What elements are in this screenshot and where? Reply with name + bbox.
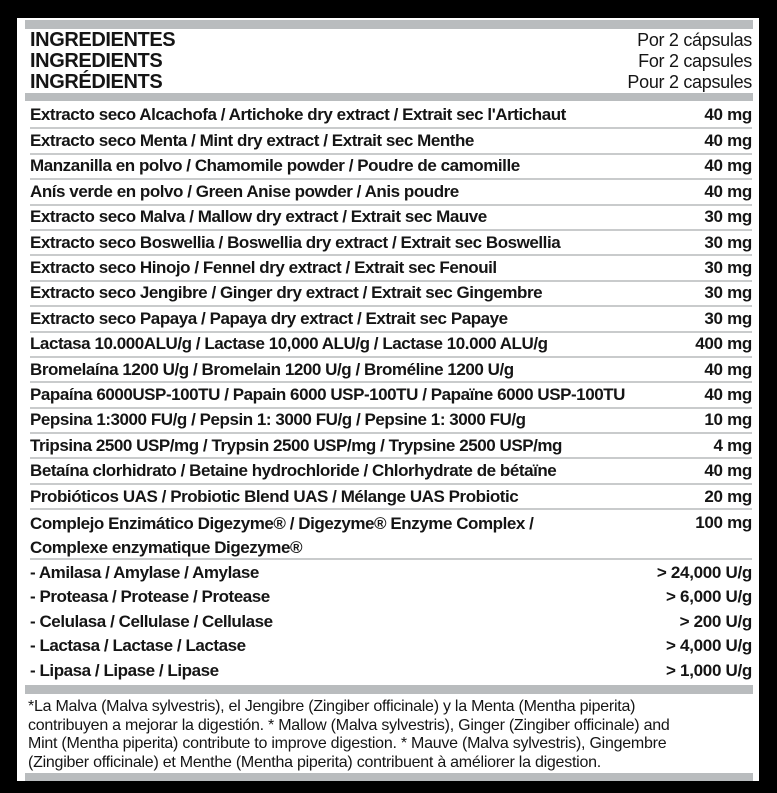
ingredient-name: Tripsina 2500 USP/mg / Trypsin 2500 USP/mg / Trypsine 2500 USP/mg	[30, 435, 562, 455]
ingredient-name: Extracto seco Hinojo / Fennel dry extract / Extrait sec Fenouil	[30, 258, 497, 278]
table-row	[30, 356, 752, 381]
table-row	[30, 305, 752, 330]
table-subrow	[30, 560, 752, 585]
table-subrow	[30, 634, 752, 659]
ingredient-name: Extracto seco Papaya / Papaya dry extract / Extrait sec Papaye	[30, 308, 508, 328]
ingredient-amount: 40 mg	[704, 461, 752, 481]
ingredient-amount: 10 mg	[704, 410, 752, 430]
table-row	[30, 280, 752, 305]
label-header	[30, 30, 752, 93]
ingredient-name: - Lactasa / Lactase / Lactase	[30, 636, 246, 656]
header-divider-bar	[25, 93, 753, 101]
ingredient-name: Bromelaína 1200 U/g / Bromelain 1200 U/g / Broméline 1200 U/g	[30, 359, 514, 379]
ingredient-name-line1: Complejo Enzimático Digezyme® / Digezyme® Enzyme Complex /	[30, 514, 534, 534]
ingredient-amount: 100 mg	[695, 513, 752, 533]
ingredient-amount: 40 mg	[704, 104, 752, 124]
header-titles	[30, 30, 175, 93]
ingredient-amount: 40 mg	[704, 131, 752, 151]
ingredient-amount: > 200 U/g	[679, 611, 752, 631]
table-row	[30, 204, 752, 229]
table-row	[30, 127, 752, 152]
ingredient-amount: 30 mg	[704, 258, 752, 278]
table-row	[30, 153, 752, 178]
ingredient-name: Extracto seco Boswellia / Boswellia dry extract / Extrait sec Boswellia	[30, 232, 561, 252]
footnote-line: *La Malva (Malva sylvestris), el Jengibre (Zingiber officinale) y la Menta (Mentha piperita)	[28, 698, 636, 716]
table-row	[30, 102, 752, 127]
title-es: INGREDIENTES	[30, 29, 176, 51]
ingredient-name: Betaína clorhidrato / Betaine hydrochloride / Chlorhydrate de bétaïne	[30, 461, 557, 481]
enzyme-sub-table	[30, 558, 752, 683]
ingredient-name: Extracto seco Menta / Mint dry extract / Extrait sec Menthe	[30, 131, 474, 151]
ingredient-name: - Proteasa / Protease / Protease	[30, 587, 270, 607]
serving-es: Por 2 cápsulas	[637, 30, 752, 50]
ingredient-name: Pepsina 1:3000 FU/g / Pepsin 1: 3000 FU/g / Pepsine 1: 3000 FU/g	[30, 410, 526, 430]
ingredient-amount: > 6,000 U/g	[666, 587, 752, 607]
ingredient-name-line2: Complexe enzymatique Digezyme®	[30, 538, 303, 558]
table-row	[30, 432, 752, 457]
table-row-enzyme-complex	[30, 508, 752, 558]
ingredient-name: - Celulasa / Cellulase / Cellulase	[30, 611, 273, 631]
serving-fr: Pour 2 capsules	[627, 72, 752, 92]
ingredient-name: - Lipasa / Lipase / Lipase	[30, 660, 219, 680]
ingredient-amount: 30 mg	[704, 207, 752, 227]
ingredient-amount: 40 mg	[704, 156, 752, 176]
ingredient-name	[30, 510, 533, 560]
footnote	[28, 698, 751, 772]
table-row	[30, 483, 752, 508]
ingredient-name: - Amilasa / Amylase / Amylase	[30, 562, 259, 582]
title-en: INGREDIENTS	[30, 50, 163, 72]
bottom-divider-bar	[25, 773, 753, 781]
ingredient-name: Extracto seco Malva / Mallow dry extract / Extrait sec Mauve	[30, 207, 487, 227]
serving-en: For 2 capsules	[638, 51, 752, 71]
table-row	[30, 229, 752, 254]
ingredient-amount: 40 mg	[704, 181, 752, 201]
ingredient-name: Probióticos UAS / Probiotic Blend UAS / Mélange UAS Probiotic	[30, 486, 519, 506]
table-subrow	[30, 609, 752, 634]
ingredient-amount: 40 mg	[704, 384, 752, 404]
table-row	[30, 331, 752, 356]
top-divider-bar	[25, 20, 753, 29]
ingredient-name: Extracto seco Alcachofa / Artichoke dry extract / Extrait sec l'Artichaut	[30, 104, 566, 124]
footnote-line: Mint (Mentha piperita) contribute to improve digestion. * Mauve (Malva sylvestris), Gingembre	[28, 735, 667, 753]
ingredient-name: Anís verde en polvo / Green Anise powder / Anis poudre	[30, 181, 459, 201]
ingredient-amount: > 4,000 U/g	[666, 636, 752, 656]
ingredient-name: Papaína 6000USP-100TU / Papain 6000 USP-100TU / Papaïne 6000 USP-100TU	[30, 384, 625, 404]
ingredient-name: Lactasa 10.000ALU/g / Lactase 10,000 ALU/g / Lactase 10.000 ALU/g	[30, 334, 548, 354]
ingredient-table	[30, 102, 752, 683]
footer-divider-bar	[25, 685, 753, 694]
ingredient-amount: 20 mg	[704, 486, 752, 506]
ingredient-amount: 400 mg	[695, 334, 752, 354]
ingredient-amount: > 24,000 U/g	[656, 562, 752, 582]
ingredient-amount: 30 mg	[704, 232, 752, 252]
ingredient-name: Manzanilla en polvo / Chamomile powder / Poudre de camomille	[30, 156, 520, 176]
footnote-line: (Zingiber officinale) et Menthe (Mentha piperita) contribuent à améliorer la digestion.	[28, 753, 601, 771]
ingredient-amount: 30 mg	[704, 308, 752, 328]
footnote-line: contribuyen a mejorar la digestión. * Mallow (Malva sylvestris), Ginger (Zingiber officinale) and	[28, 716, 670, 734]
table-row	[30, 457, 752, 482]
table-row	[30, 178, 752, 203]
table-subrow	[30, 659, 752, 684]
table-row	[30, 407, 752, 432]
header-servings	[627, 30, 752, 93]
ingredient-amount: 40 mg	[704, 359, 752, 379]
table-row	[30, 381, 752, 406]
table-subrow	[30, 585, 752, 610]
ingredient-amount: 30 mg	[704, 283, 752, 303]
ingredient-amount: 4 mg	[713, 435, 752, 455]
ingredient-amount: > 1,000 U/g	[666, 660, 752, 680]
label-panel	[17, 18, 759, 781]
ingredient-name: Extracto seco Jengibre / Ginger dry extract / Extrait sec Gingembre	[30, 283, 543, 303]
table-row	[30, 254, 752, 279]
title-fr: INGRÉDIENTS	[30, 71, 163, 93]
